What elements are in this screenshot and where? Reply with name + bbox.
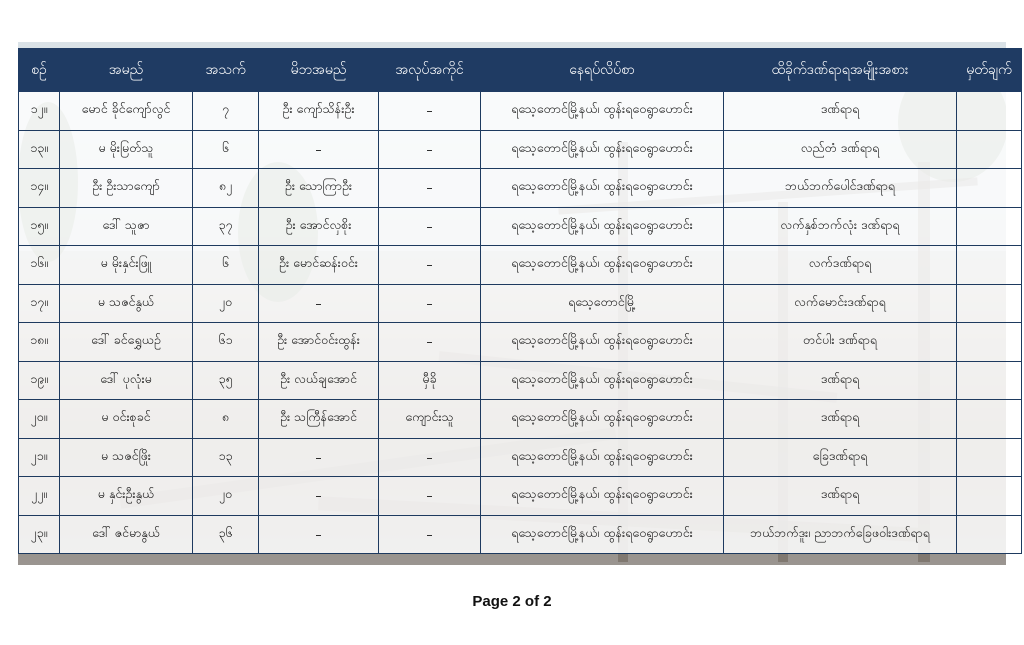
injury-cell: ဒဏ်ရာရ	[724, 400, 957, 439]
occupation-cell: –	[379, 92, 481, 131]
name-cell: ဦး ဦးသာကျော်	[60, 169, 193, 208]
age-cell: ၃၅	[193, 361, 259, 400]
table-row	[19, 246, 1022, 285]
table-row	[19, 130, 1022, 169]
remarks-cell	[957, 207, 1022, 246]
parent-cell: –	[259, 438, 379, 477]
injury-cell: ဘယ်ဘက်ဒူး၊ ညာဘက်ခြေဖဝါးဒဏ်ရာရ	[724, 515, 957, 554]
address-cell: ရသေ့တောင်မြို့နယ်၊ ထွန်းရဝေရွာဟောင်း	[481, 323, 724, 362]
age-cell: ၆	[193, 246, 259, 285]
injury-cell: တင်ပါး ဒဏ်ရာရ	[724, 323, 957, 362]
table-row	[19, 207, 1022, 246]
injury-cell: လက်နှစ်ဘက်လုံး ဒဏ်ရာရ	[724, 207, 957, 246]
serial-cell: ၁၉။	[19, 361, 60, 400]
remarks-cell	[957, 169, 1022, 208]
parent-cell: –	[259, 284, 379, 323]
address-cell: ရသေ့တောင်မြို့နယ်၊ ထွန်းရဝေရွာဟောင်း	[481, 438, 724, 477]
serial-cell: ၂၂။	[19, 477, 60, 516]
injury-cell: ဘယ်ဘက်ပေါင်ဒဏ်ရာရ	[724, 169, 957, 208]
occupation-cell: –	[379, 477, 481, 516]
header-injury-type: ထိခိုက်ဒဏ်ရာရအမျိုးအစား	[724, 49, 957, 92]
age-cell: ၃၇	[193, 207, 259, 246]
name-cell: မ ဝင်းစုခင်	[60, 400, 193, 439]
table-row	[19, 400, 1022, 439]
occupation-cell: –	[379, 284, 481, 323]
serial-cell: ၁၇။	[19, 284, 60, 323]
injury-cell: လက်မောင်းဒဏ်ရာရ	[724, 284, 957, 323]
remarks-cell	[957, 92, 1022, 131]
occupation-cell: –	[379, 130, 481, 169]
remarks-cell	[957, 438, 1022, 477]
address-cell: ရသေ့တောင်မြို့နယ်၊ ထွန်းရဝေရွာဟောင်း	[481, 207, 724, 246]
occupation-cell: –	[379, 207, 481, 246]
address-cell: ရသေ့တောင်မြို့နယ်၊ ထွန်းရဝေရွာဟောင်း	[481, 246, 724, 285]
age-cell: ၃၆	[193, 515, 259, 554]
address-cell: ရသေ့တောင်မြို့နယ်၊ ထွန်းရဝေရွာဟောင်း	[481, 515, 724, 554]
serial-cell: ၂၀။	[19, 400, 60, 439]
name-cell: မ မိုးမြတ်သူ	[60, 130, 193, 169]
name-cell: ဒေါ် ပုလုံးမ	[60, 361, 193, 400]
header-age: အသက်	[193, 49, 259, 92]
casualty-table	[18, 48, 1022, 554]
injury-cell: ဒဏ်ရာရ	[724, 477, 957, 516]
injury-cell: ဒဏ်ရာရ	[724, 361, 957, 400]
serial-cell: ၁၄။	[19, 169, 60, 208]
serial-cell: ၂၁။	[19, 438, 60, 477]
parent-cell: –	[259, 515, 379, 554]
serial-cell: ၂၃။	[19, 515, 60, 554]
age-cell: ၈	[193, 400, 259, 439]
header-occupation: အလုပ်အကိုင်	[379, 49, 481, 92]
table-row	[19, 284, 1022, 323]
name-cell: ဒေါ် ဇင်မာနွယ်	[60, 515, 193, 554]
header-remarks: မှတ်ချက်	[957, 49, 1022, 92]
parent-cell: –	[259, 130, 379, 169]
parent-cell: ဦး လယ်ချအောင်	[259, 361, 379, 400]
address-cell: ရသေ့တောင်မြို့နယ်၊ ထွန်းရဝေရွာဟောင်း	[481, 400, 724, 439]
age-cell: ၇	[193, 92, 259, 131]
age-cell: ၈၂	[193, 169, 259, 208]
header-name: အမည်	[60, 49, 193, 92]
occupation-cell: –	[379, 515, 481, 554]
remarks-cell	[957, 477, 1022, 516]
table-row	[19, 169, 1022, 208]
page-number: Page 2 of 2	[472, 593, 552, 610]
address-cell: ရသေ့တောင်မြို့နယ်၊ ထွန်းရဝေရွာဟောင်း	[481, 130, 724, 169]
age-cell: ၂၀	[193, 284, 259, 323]
header-address: နေရပ်လိပ်စာ	[481, 49, 724, 92]
parent-cell: ဦး သောကြာဦး	[259, 169, 379, 208]
table-row	[19, 323, 1022, 362]
injury-cell: ဒဏ်ရာရ	[724, 92, 957, 131]
table-row	[19, 361, 1022, 400]
address-cell: ရသေ့တောင်မြို့နယ်၊ ထွန်းရဝေရွာဟောင်း	[481, 477, 724, 516]
header-parent-name: မိဘအမည်	[259, 49, 379, 92]
table-row	[19, 515, 1022, 554]
remarks-cell	[957, 323, 1022, 362]
address-cell: ရသေ့တောင်မြို့	[481, 284, 724, 323]
parent-cell: ဦး အောင်လှစိုး	[259, 207, 379, 246]
name-cell: မ သဇင်ဖြိုး	[60, 438, 193, 477]
address-cell: ရသေ့တောင်မြို့နယ်၊ ထွန်းရဝေရွာဟောင်း	[481, 361, 724, 400]
remarks-cell	[957, 400, 1022, 439]
age-cell: ၆၁	[193, 323, 259, 362]
name-cell: မောင် ခိုင်ကျော်လွင်	[60, 92, 193, 131]
name-cell: ဒေါ် သူဇာ	[60, 207, 193, 246]
serial-cell: ၁၅။	[19, 207, 60, 246]
parent-cell: ဦး အောင်ဝင်းထွန်း	[259, 323, 379, 362]
occupation-cell: –	[379, 323, 481, 362]
table-row	[19, 438, 1022, 477]
name-cell: မ နှင်းဦးနွယ်	[60, 477, 193, 516]
remarks-cell	[957, 515, 1022, 554]
name-cell: မ သဇင်နွယ်	[60, 284, 193, 323]
age-cell: ၁၃	[193, 438, 259, 477]
occupation-cell: ကျောင်းသူ	[379, 400, 481, 439]
parent-cell: –	[259, 477, 379, 516]
age-cell: ၆	[193, 130, 259, 169]
occupation-cell: မှီခို	[379, 361, 481, 400]
header-serial: စဉ်	[19, 49, 60, 92]
table-header-row	[19, 49, 1022, 92]
serial-cell: ၁၃။	[19, 130, 60, 169]
parent-cell: ဦး မောင်ဆန်းဝင်း	[259, 246, 379, 285]
injury-cell: လည်တံ ဒဏ်ရာရ	[724, 130, 957, 169]
table-row	[19, 92, 1022, 131]
occupation-cell: –	[379, 246, 481, 285]
age-cell: ၂၀	[193, 477, 259, 516]
table-row	[19, 477, 1022, 516]
injury-cell: လက်ဒဏ်ရာရ	[724, 246, 957, 285]
serial-cell: ၁၂။	[19, 92, 60, 131]
occupation-cell: –	[379, 169, 481, 208]
injury-cell: ခြေဒဏ်ရာရ	[724, 438, 957, 477]
remarks-cell	[957, 130, 1022, 169]
remarks-cell	[957, 246, 1022, 285]
occupation-cell: –	[379, 438, 481, 477]
remarks-cell	[957, 361, 1022, 400]
parent-cell: ဦး ကျော်သိန်းဦး	[259, 92, 379, 131]
address-cell: ရသေ့တောင်မြို့နယ်၊ ထွန်းရဝေရွာဟောင်း	[481, 169, 724, 208]
remarks-cell	[957, 284, 1022, 323]
name-cell: ဒေါ် ခင်ရွှေယဉ်	[60, 323, 193, 362]
serial-cell: ၁၈။	[19, 323, 60, 362]
parent-cell: ဦး သကြီန်အောင်	[259, 400, 379, 439]
name-cell: မ မိုးနှင်းဖြူ	[60, 246, 193, 285]
serial-cell: ၁၆။	[19, 246, 60, 285]
address-cell: ရသေ့တောင်မြို့နယ်၊ ထွန်းရဝေရွာဟောင်း	[481, 92, 724, 131]
